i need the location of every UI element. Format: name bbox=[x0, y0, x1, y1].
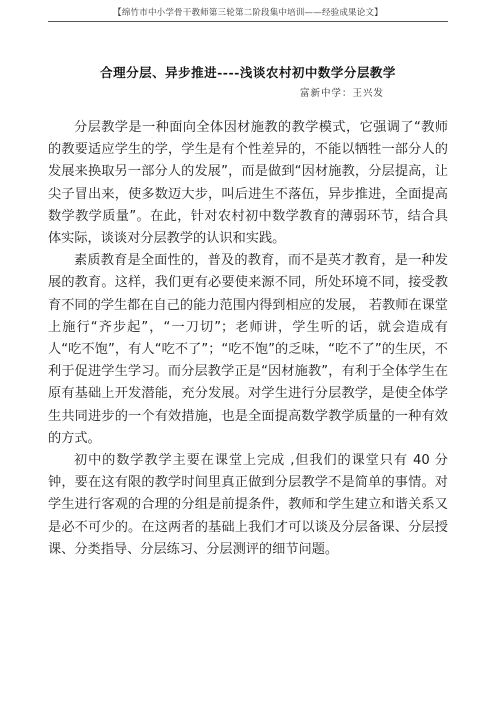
page-header: 【绵竹市中小学骨干教师第三轮第二阶段集中培训——经验成果论文】 bbox=[113, 8, 383, 18]
header-divider bbox=[48, 21, 448, 22]
article-body bbox=[48, 117, 448, 561]
paragraph: 初中的数学教学主要在课堂上完成 ,但我们的课堂只有 40 分钟，要在这有限的教学时间里真正做到分层教学不是简单的事情。对学生进行客观的合理的分组是前提条件，教师和学生建立和谐关系又是必不可少的。在这两者的基础上我们才可以谈及分层备课、分层授课、分类指导、分层练习、分层测评的细节问题。 bbox=[48, 453, 448, 557]
paragraph: 素质教育是全面性的，普及的教育，而不是英才教育，是一种发展的教育。这样，我们更有必要使来源不同，所处环境不同，接受教育不同的学生都在自己的能力范围内得到相应的发展， 若教师在课堂上施行“齐步起”，“一刀切”；老师讲，学生听的话，就会造成有人“吃不饱”，有人“吃不了”；“吃不饱”的乏味，“吃不了”的生厌，不利于促进学生学习。而分层教学正是“因材施教”，有利于全体学生在原有基础上开发潜能，充分发展。对学生进行分层教学，是使全体学生共同进步的一个有效措施，也是全面提高数学教学质量的一种有效的方式。 bbox=[48, 253, 448, 446]
paragraph: 分层教学是一种面向全体因材施教的教学模式，它强调了“教师的教要适应学生的学，学生是有个性差异的，不能以牺牲一部分人的发展来换取另一部分人的发展”，而是做到“因材施教，分层提高，让尖子冒出来，使多数迈大步，叫后进生不落伍，异步推进，全面提高数学教学质量”。在此，针对农村初中数学教育的薄弱环节，结合具体实际，谈谈对分层教学的认识和实践。 bbox=[48, 120, 448, 247]
author-line: 富新中学：王兴发 bbox=[300, 88, 385, 99]
document-title: 合理分层、异步推进----浅谈农村初中数学分层教学 bbox=[100, 65, 396, 80]
